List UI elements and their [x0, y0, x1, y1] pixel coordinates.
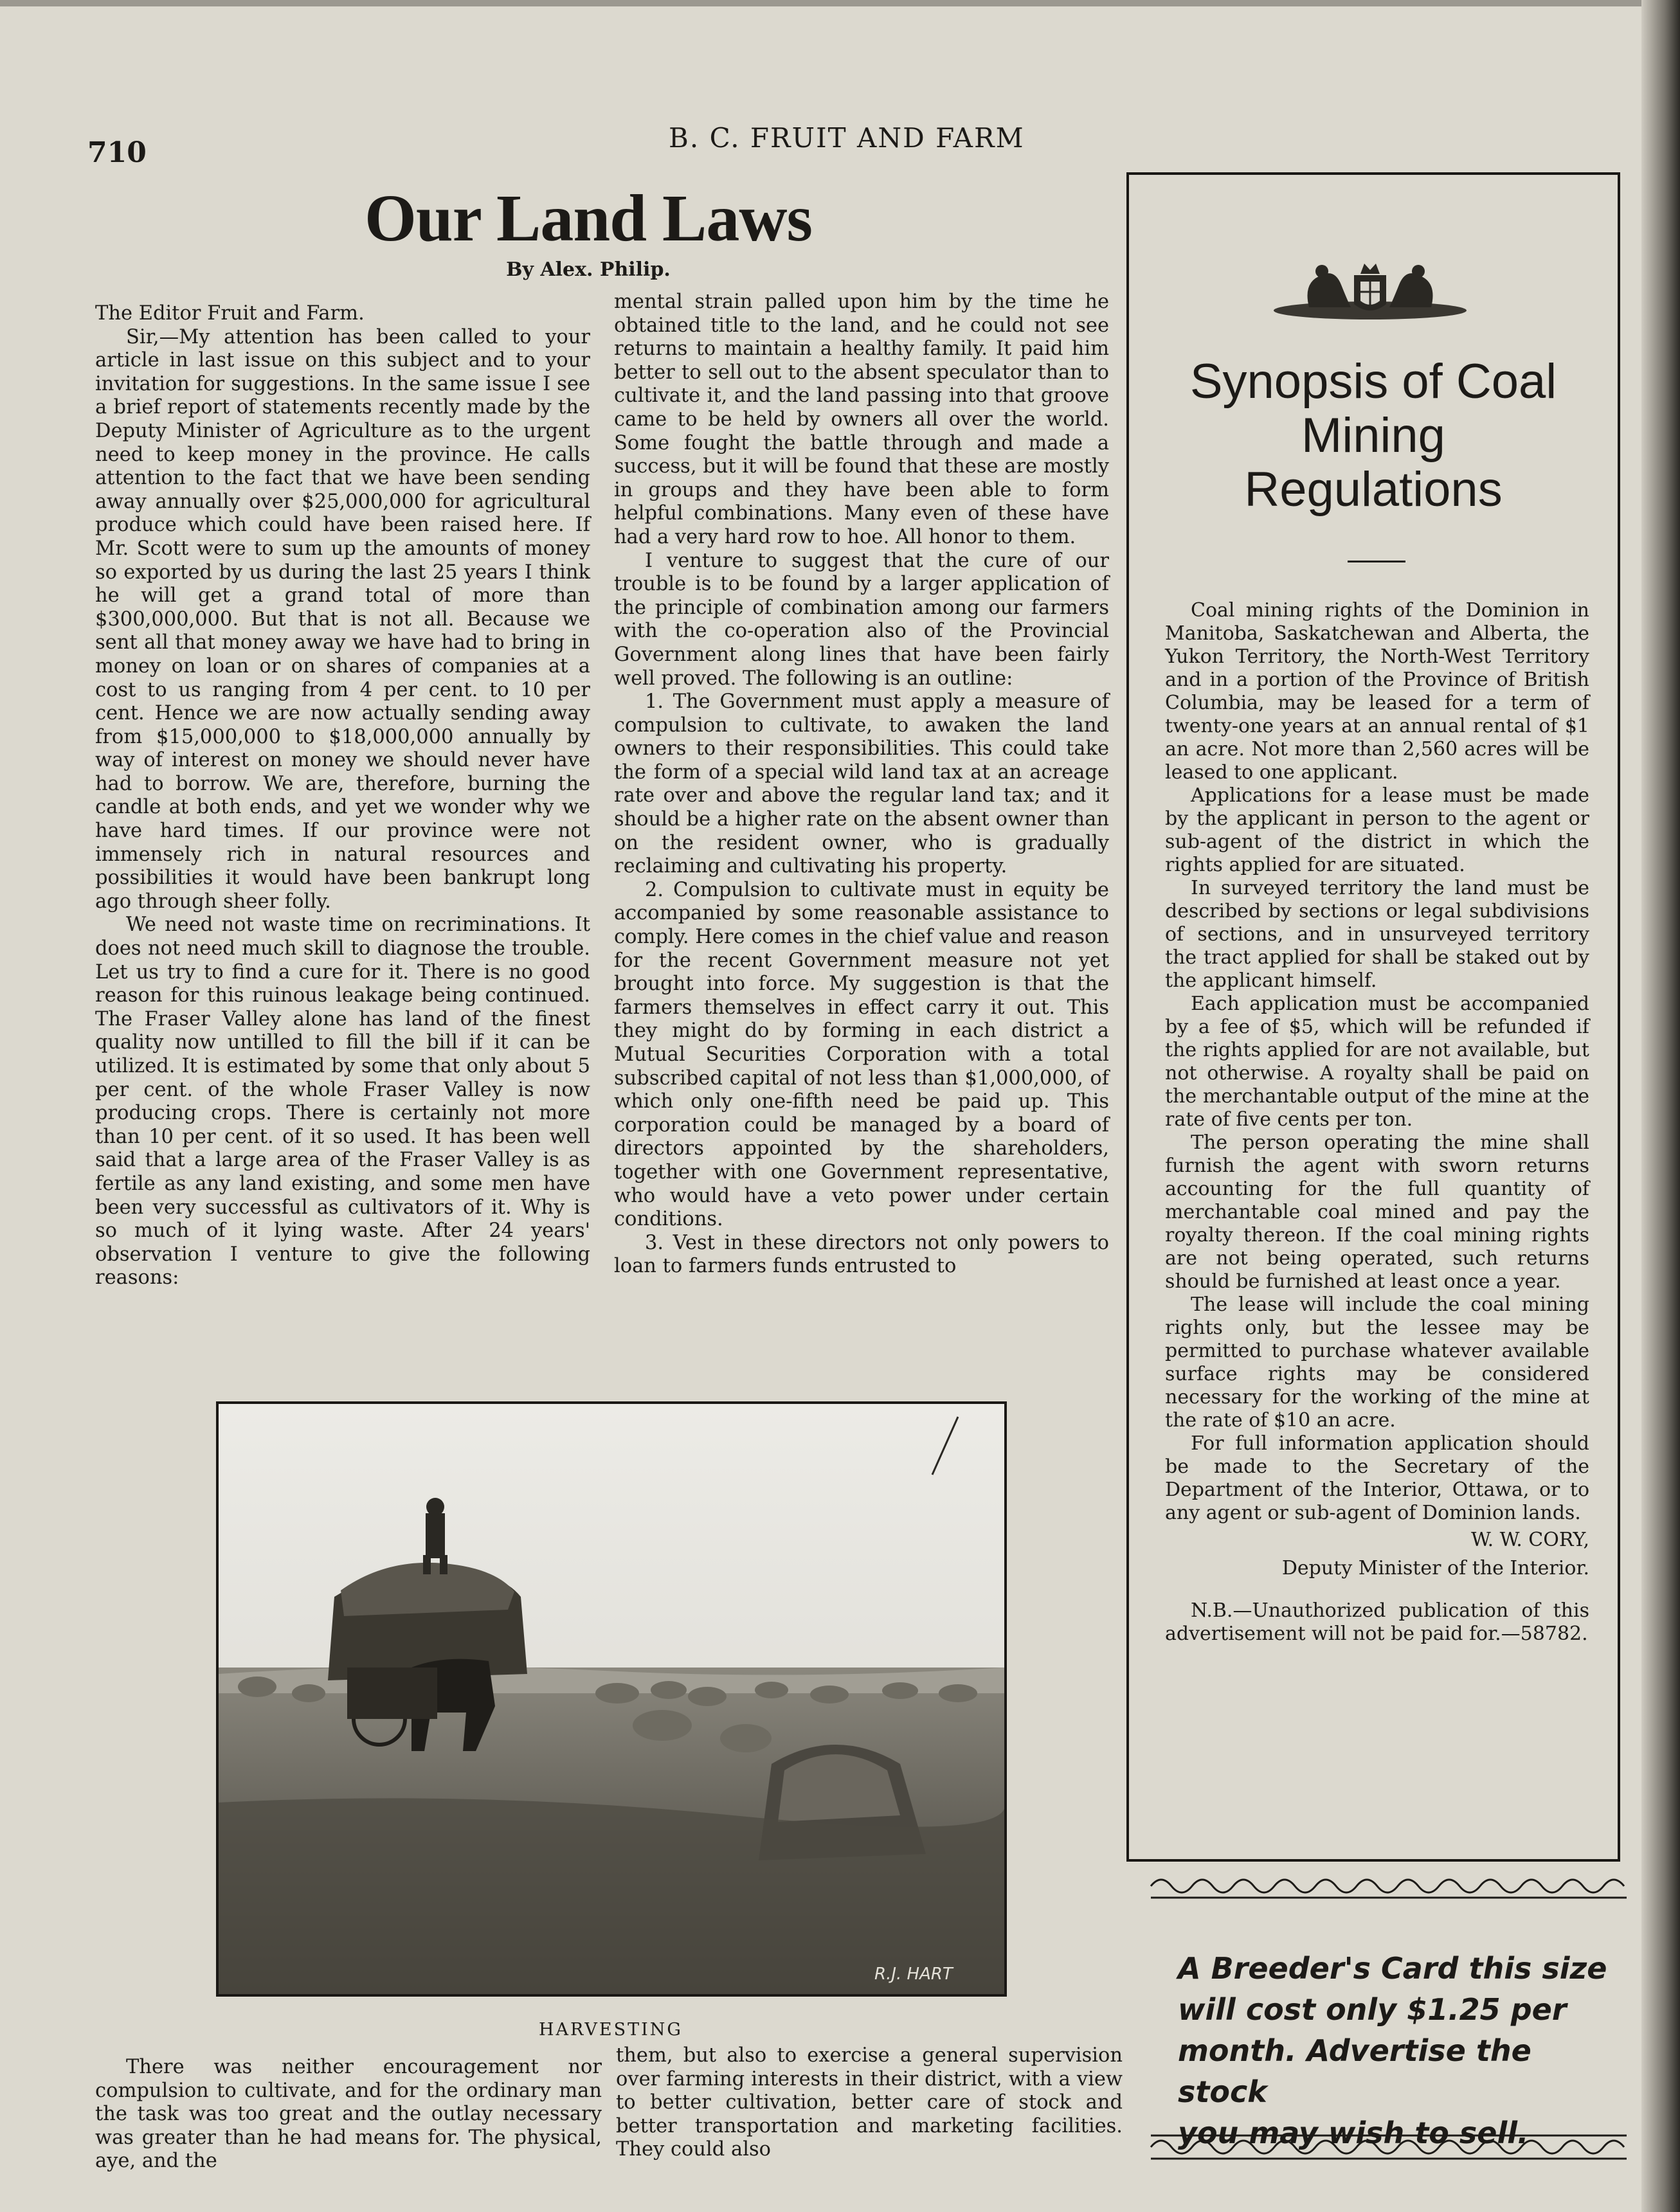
ad-paragraph: Coal mining rights of the Dominion in Manitoba, Saskatchewan and Alberta, the Yukon Territory, the North-West Territory and in a portion of the Province of British Columbia, may be leased for a term of twenty-one years at an annual rental of $1 an acre. Not more than 2,560 acres will be leased to one applicant.: [1165, 599, 1589, 784]
photo-caption: HARVESTING: [539, 2020, 683, 2040]
harvesting-photo: [216, 1401, 1007, 1997]
article-paragraph: Sir,—My attention has been called to your article in last issue on this subject and to your invitation for suggestions. In the same issue I see a brief report of statements recently made by the Deputy Minister of Agriculture as to the urgent need to keep money in the province. He calls attention to the fact that we have been sending away annually over $25,000,000 for agricultural produce which could have been raised here. If Mr. Scott were to sum up the amounts of money so exported by us during the last 25 years I think he will get a grand total of more than $300,000,000. But that is not all. Because we sent all that money away we have had to bring in money on loan or on shares of companies at a cost to us ranging from 4 per cent. to 10 per cent. Hence we are now actually sending away from $15,000,000 to $18,000,000 annually by way of interest on money we should never have had to borrow. We are, therefore, burning the candle at both ends, and yet we wonder why we have hard times. If our province were not immensely rich in natural resources and possibilities it would have been bankrupt long ago through sheer folly.: [95, 325, 590, 913]
article-paragraph: mental strain palled upon him by the time he obtained title to the land, and he could not see returns to maintain a healthy family. It paid him better to sell out to the absent speculator than to cultivate it, and the land passing into that groove came to be held by owners all over the world. Some fought the battle through and made a success, but it will be found that these are mostly in groups and they have been able to form helpful combinations. Many even of these have had a very hard row to hoe. All honor to them.: [614, 291, 1109, 548]
ad-paragraph: Applications for a lease must be made by the applicant in person to the agent or sub-agent of the district in which the rights applied for are situated.: [1165, 784, 1589, 876]
article-middle-column: [614, 291, 1109, 1279]
harvesting-photo-image: [219, 1404, 1004, 1994]
ad-paragraph: Each application must be accompanied by a fee of $5, which will be refunded if the rights applied for are not available, but not otherwise. A royalty shall be paid on the merchantable output of the mine at the rate of five cents per ton.: [1165, 993, 1589, 1131]
article-paragraph: We need not waste time on recriminations. It does not need much skill to diagnose the trouble. Let us try to find a cure for it. There is no good reason for this ruinous leakage being continued. The Fraser Valley alone has land of the finest quality now untilled to fill the bill if it can be utilized. It is estimated by some that only about 5 per cent. of the whole Fraser Valley is now producing crops. There is certainly not more than 10 per cent. of it so used. It has been well said that a large area of the Fraser Valley is as fertile as any land existing, and some men have been very successful as cultivators of it. Why is so much of it lying waste. After 24 years' observation I venture to give the following reasons:: [95, 913, 590, 1290]
binding-gutter: [1641, 0, 1680, 2212]
article-title: Our Land Laws: [364, 181, 812, 255]
article-left-column: [95, 302, 590, 1290]
coal-mining-advertisement: [1126, 172, 1620, 1862]
ad-divider: [1348, 561, 1405, 562]
article-paragraph: There was neither encouragement nor compulsion to cultivate, and for the ordinary man the task was too great and the outlay necessary was greater than he had means for. The physical, aye, and the: [95, 2056, 602, 2173]
ornament-border-top-icon: [1144, 1869, 1633, 1903]
breeder-card-line: A Breeder's Card this size: [1178, 1951, 1607, 1986]
ornament-border-bottom-icon: [1144, 2130, 1633, 2164]
article-paragraph: I venture to suggest that the cure of our trouble is to be found by a larger application of the principle of combination among our farmers with the co-operation also of the Provincial Government along lines that have been fairly well proved. The following is an outline:: [614, 549, 1109, 690]
ad-title-line: Mining: [1301, 408, 1445, 463]
ad-title-line: Synopsis of Coal: [1189, 354, 1557, 409]
breeder-card-line: will cost only $1.25 per: [1178, 1992, 1567, 2027]
ad-paragraph: For full information application should be made to the Secretary of the Department of the Interior, Ottawa, or to any agent or sub-agent of Dominion lands.: [1165, 1432, 1589, 1524]
ad-title: [1129, 355, 1618, 517]
page-top-edge: [0, 0, 1680, 6]
salutation-line: The Editor Fruit and Farm.: [95, 302, 365, 325]
ad-signature: W. W. CORY,: [1470, 1529, 1589, 1551]
ad-paragraph: The person operating the mine shall furnish the agent with sworn returns accounting for the full quantity of merchantable coal mined and pay the royalty thereon. If the coal mining rights are not being operated, such returns should be furnished at least once a year.: [1165, 1131, 1589, 1293]
breeder-card-ad: [1178, 1948, 1615, 2154]
ad-signature-title: Deputy Minister of the Interior.: [1281, 1557, 1589, 1579]
article-paragraph: 2. Compulsion to cultivate must in equity be accompanied by some reasonable assistance to comply. Here comes in the chief value and reason for the recent Government measure not yet brought into force. My suggestion is that the farmers themselves in effect carry it out. This they might do by forming in each district a Mutual Securities Corporation with a total subscribed capital of not less than $1,000,000, of which only one-fifth need be paid up. This corporation could be managed by a board of directors appointed by the shareholders, together with one Government representative, who would have a veto power under certain conditions.: [614, 878, 1109, 1231]
article-byline: By Alex. Philip.: [506, 258, 671, 281]
running-head: B. C. FRUIT AND FARM: [669, 122, 1025, 154]
ad-body: [1165, 599, 1589, 1646]
breeder-card-line: month. Advertise the stock: [1178, 2033, 1531, 2109]
ad-note: N.B.—Unauthorized publication of this advertisement will not be paid for.—58782.: [1165, 1599, 1589, 1645]
ad-paragraph: The lease will include the coal mining rights only, but the lessee may be permitted to purchase whatever available surface rights may be considered necessary for the working of the mine at the rate of $10 an acre.: [1165, 1293, 1589, 1432]
photo-signature: R.J. HART: [874, 1965, 953, 1984]
coat-of-arms-icon: [1270, 249, 1470, 327]
ad-paragraph: In surveyed territory the land must be described by sections or legal subdivisions of sections, and in unsurveyed territory the tract applied for shall be staked out by the applicant himself.: [1165, 877, 1589, 992]
article-paragraph: them, but also to exercise a general supervision over farming interests in their district, with a view to better cultivation, better care of stock and better transportation and marketing facilities. They could also: [616, 2044, 1123, 2161]
article-paragraph: 3. Vest in these directors not only powers to loan to farmers funds entrusted to: [614, 1231, 1109, 1278]
page-number: 710: [87, 136, 147, 169]
breeder-card-line: you may wish to sell.: [1178, 2116, 1529, 2150]
article-continued-middle: [616, 2044, 1123, 2162]
ad-title-line: Regulations: [1244, 462, 1503, 517]
article-paragraph: 1. The Government must apply a measure of compulsion to cultivate, to awaken the land owners to their responsibilities. This could take the form of a special wild land tax at an acreage rate over and above the regular land tax; and it should be a higher rate on the absent owner than on the resident owner, who is gradually reclaiming and cultivating his property.: [614, 690, 1109, 878]
article-continued-left: [95, 2056, 602, 2173]
